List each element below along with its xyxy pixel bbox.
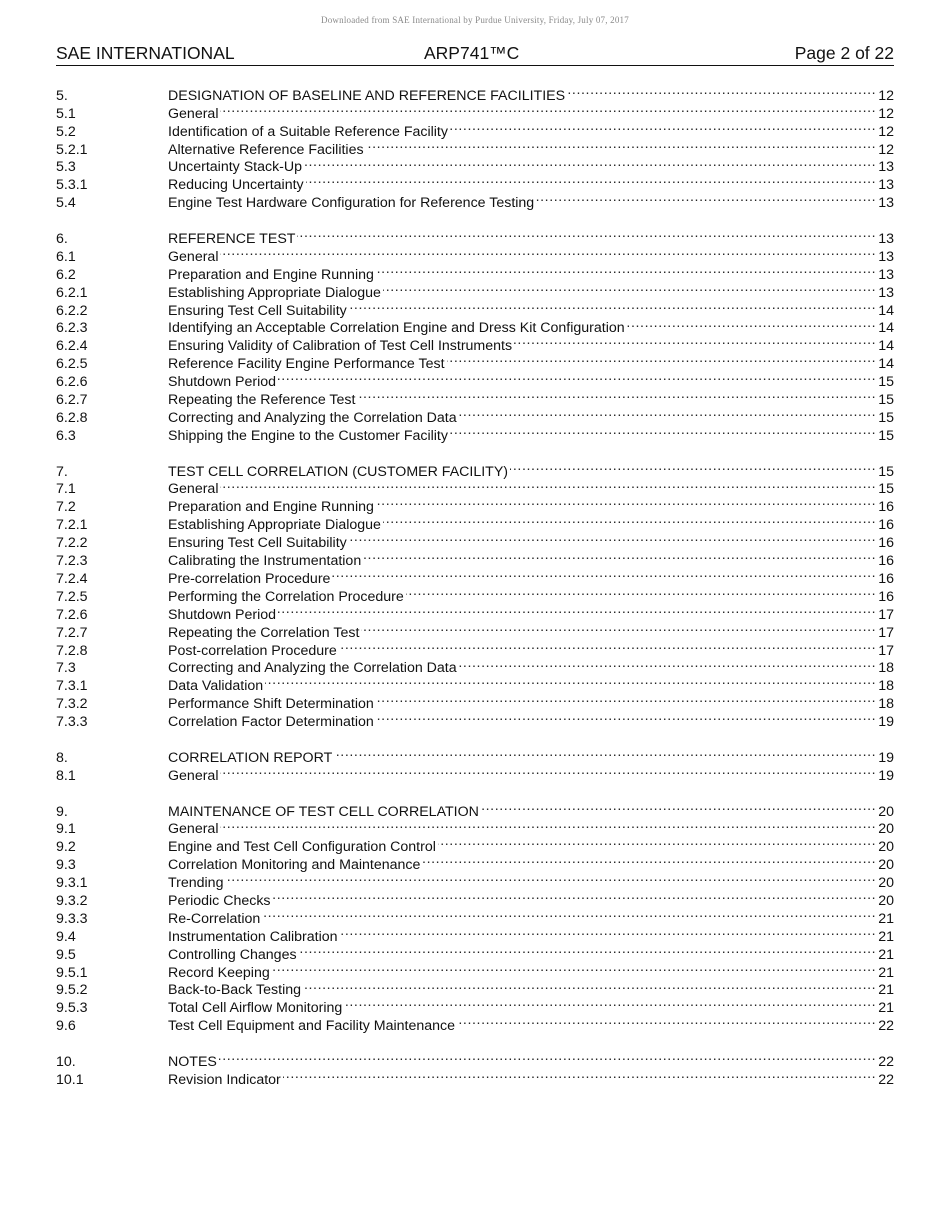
toc-entry-number: 7.3 bbox=[56, 660, 76, 677]
toc-entry-page: 17 bbox=[878, 606, 894, 623]
toc-entry-page: 20 bbox=[878, 875, 894, 892]
toc-entry-number: 5.3 bbox=[56, 159, 76, 176]
toc-entry-number: 7.2.8 bbox=[56, 642, 88, 659]
toc-entry-title: Establishing Appropriate Dialogue bbox=[168, 517, 381, 534]
toc-entry-title: General bbox=[168, 105, 219, 122]
toc-entry-page: 18 bbox=[878, 696, 894, 713]
toc-entry-number: 6.2.8 bbox=[56, 409, 88, 426]
header-organization: SAE INTERNATIONAL bbox=[56, 43, 235, 63]
toc-entry-title: Pre-correlation Procedure bbox=[168, 570, 331, 587]
toc-dot-leader bbox=[262, 905, 876, 923]
toc-dot-leader bbox=[332, 565, 876, 583]
toc-entry-number: 6.2.5 bbox=[56, 356, 88, 373]
toc-entry-number: 7.2.6 bbox=[56, 606, 88, 623]
toc-entry-page: 13 bbox=[878, 177, 894, 194]
toc-entry-number: 7.2 bbox=[56, 499, 76, 516]
toc-entry-page: 20 bbox=[878, 892, 894, 909]
toc-entry-number: 9.4 bbox=[56, 928, 76, 945]
toc-dot-leader bbox=[366, 136, 877, 154]
toc-dot-leader bbox=[299, 941, 877, 959]
toc-entry-number: 9.5.2 bbox=[56, 982, 88, 999]
toc-dot-leader bbox=[383, 511, 876, 529]
toc-entry-page: 15 bbox=[878, 409, 894, 426]
toc-entry-number: 9.3 bbox=[56, 857, 76, 874]
toc-entry-page: 15 bbox=[878, 374, 894, 391]
toc-entry-number: 9. bbox=[56, 803, 68, 820]
toc-dot-leader bbox=[361, 619, 876, 637]
toc-entry-title: Shutdown Period bbox=[168, 606, 277, 623]
toc-dot-leader bbox=[220, 243, 876, 261]
toc-entry-title: Preparation and Engine Running bbox=[168, 499, 374, 516]
toc-dot-leader bbox=[450, 118, 876, 136]
toc-dot-leader bbox=[220, 762, 876, 780]
toc-entry-title: Reducing Uncertainty bbox=[168, 177, 304, 194]
toc-entry-title: Total Cell Airflow Monitoring bbox=[168, 1000, 343, 1017]
toc-entry-title: NOTES bbox=[168, 1053, 217, 1070]
toc-dot-leader bbox=[283, 1066, 876, 1084]
toc-entry-title: Repeating the Reference Test bbox=[168, 392, 356, 409]
header-page-number: Page 2 of 22 bbox=[794, 43, 894, 63]
toc-entry-title: General bbox=[168, 481, 219, 498]
toc-entry-title: Post-correlation Procedure bbox=[168, 642, 337, 659]
toc-entry-number: 7.2.3 bbox=[56, 553, 88, 570]
toc-dot-leader bbox=[349, 297, 876, 315]
toc-dot-leader bbox=[340, 923, 877, 941]
table-of-contents bbox=[56, 82, 894, 1102]
toc-entry-page: 16 bbox=[878, 517, 894, 534]
toc-entry-number: 9.3.2 bbox=[56, 892, 88, 909]
toc-entry-title: General bbox=[168, 767, 219, 784]
toc-entry-number: 7.2.5 bbox=[56, 588, 88, 605]
toc-entry-number: 6.2.7 bbox=[56, 392, 88, 409]
toc-dot-leader bbox=[303, 977, 876, 995]
toc-dot-leader bbox=[383, 279, 876, 297]
toc-entry-page: 18 bbox=[878, 660, 894, 677]
toc-dot-leader bbox=[219, 1048, 876, 1066]
toc-entry-number: 5.2 bbox=[56, 123, 76, 140]
toc-entry-title: Engine Test Hardware Configuration for Reference Testing bbox=[168, 195, 535, 212]
toc-entry-page: 21 bbox=[878, 964, 894, 981]
toc-entry-page: 12 bbox=[878, 123, 894, 140]
toc-entry-title: Correlation Monitoring and Maintenance bbox=[168, 857, 421, 874]
toc-entry-title: Identification of a Suitable Reference Facility bbox=[168, 123, 448, 140]
toc-dot-leader bbox=[278, 601, 876, 619]
toc-entry-title: Correcting and Analyzing the Correlation Data bbox=[168, 660, 457, 677]
toc-entry[interactable] bbox=[56, 225, 894, 248]
toc-entry-number: 10. bbox=[56, 1053, 76, 1070]
toc-entry-number: 6. bbox=[56, 231, 68, 248]
toc-entry-title: Performing the Correlation Procedure bbox=[168, 588, 404, 605]
download-watermark: Downloaded from SAE International by Purdue University, Friday, July 07, 2017 bbox=[321, 15, 629, 25]
toc-dot-leader bbox=[627, 315, 877, 333]
toc-entry-number: 8. bbox=[56, 749, 68, 766]
toc-entry-number: 7.3.1 bbox=[56, 678, 88, 695]
toc-entry-page: 16 bbox=[878, 499, 894, 516]
toc-entry-title: General bbox=[168, 248, 219, 265]
toc-dot-leader bbox=[349, 529, 876, 547]
toc-entry-number: 6.2.3 bbox=[56, 320, 88, 337]
toc-entry[interactable] bbox=[56, 458, 894, 480]
toc-entry-page: 21 bbox=[878, 910, 894, 927]
toc-entry-title: Correcting and Analyzing the Correlation Data bbox=[168, 409, 457, 426]
toc-dot-leader bbox=[481, 798, 876, 816]
toc-entry[interactable] bbox=[56, 798, 894, 820]
toc-entry-page: 13 bbox=[878, 231, 894, 248]
toc-entry-page: 19 bbox=[878, 749, 894, 766]
toc-dot-leader bbox=[567, 82, 876, 100]
toc-entry-title: MAINTENANCE OF TEST CELL CORRELATION bbox=[168, 803, 479, 820]
toc-dot-leader bbox=[536, 189, 876, 207]
toc-entry-page: 21 bbox=[878, 928, 894, 945]
toc-entry-number: 8.1 bbox=[56, 767, 76, 784]
toc-entry-number: 6.2.2 bbox=[56, 302, 88, 319]
toc-entry-page: 13 bbox=[878, 248, 894, 265]
toc-entry-number: 7. bbox=[56, 463, 68, 480]
toc-entry-title: Trending bbox=[168, 875, 224, 892]
toc-entry-title: Controlling Changes bbox=[168, 946, 297, 963]
toc-entry-number: 7.2.7 bbox=[56, 624, 88, 641]
toc-entry-number: 5. bbox=[56, 87, 68, 104]
toc-entry[interactable] bbox=[56, 744, 894, 766]
toc-entry-page: 13 bbox=[878, 195, 894, 212]
toc-entry-page: 15 bbox=[878, 392, 894, 409]
toc-entry-title: Data Validation bbox=[168, 678, 264, 695]
toc-entry-number: 9.3.1 bbox=[56, 875, 88, 892]
toc-entry-page: 17 bbox=[878, 642, 894, 659]
toc-dot-leader bbox=[272, 959, 876, 977]
toc-dot-leader bbox=[339, 637, 876, 655]
toc-dot-leader bbox=[438, 833, 876, 851]
toc-dot-leader bbox=[376, 690, 876, 708]
toc-entry-page: 21 bbox=[878, 946, 894, 963]
toc-entry-page: 20 bbox=[878, 821, 894, 838]
toc-entry-page: 15 bbox=[878, 427, 894, 444]
toc-entry-page: 19 bbox=[878, 767, 894, 784]
toc-entry-number: 9.6 bbox=[56, 1018, 76, 1035]
toc-entry-page: 18 bbox=[878, 678, 894, 695]
toc-entry-title: Re-Correlation bbox=[168, 910, 261, 927]
toc-entry-page: 12 bbox=[878, 87, 894, 104]
toc-dot-leader bbox=[297, 225, 876, 243]
toc-entry-title: Periodic Checks bbox=[168, 892, 271, 909]
page-header bbox=[56, 43, 894, 66]
toc-section bbox=[56, 225, 894, 444]
toc-entry-title: REFERENCE TEST bbox=[168, 231, 296, 248]
toc-entry-number: 6.2 bbox=[56, 266, 76, 283]
toc-entry-number: 5.3.1 bbox=[56, 177, 88, 194]
toc-entry-number: 6.1 bbox=[56, 248, 76, 265]
toc-entry-page: 19 bbox=[878, 714, 894, 731]
header-document-number: ARP741™C bbox=[424, 43, 520, 63]
toc-entry-number: 9.3.3 bbox=[56, 910, 88, 927]
toc-entry-page: 20 bbox=[878, 839, 894, 856]
toc-entry-page: 13 bbox=[878, 284, 894, 301]
toc-dot-leader bbox=[220, 816, 876, 834]
toc-entry-title: Repeating the Correlation Test bbox=[168, 624, 360, 641]
toc-dot-leader bbox=[220, 100, 876, 118]
toc-entry-number: 9.5.3 bbox=[56, 1000, 88, 1017]
toc-entry-number: 7.3.3 bbox=[56, 714, 88, 731]
toc-section bbox=[56, 744, 894, 784]
toc-dot-leader bbox=[514, 332, 876, 350]
toc-entry-title: Reference Facility Engine Performance Test bbox=[168, 356, 445, 373]
toc-dot-leader bbox=[376, 493, 876, 511]
toc-entry-page: 22 bbox=[878, 1018, 894, 1035]
toc-entry-number: 9.1 bbox=[56, 821, 76, 838]
toc-entry-title: General bbox=[168, 821, 219, 838]
toc-dot-leader bbox=[225, 869, 876, 887]
toc-entry-title: Alternative Reference Facilities bbox=[168, 141, 364, 158]
toc-section bbox=[56, 798, 894, 1035]
toc-entry-page: 22 bbox=[878, 1053, 894, 1070]
toc-entry-title: Correlation Factor Determination bbox=[168, 714, 374, 731]
toc-dot-leader bbox=[357, 386, 876, 404]
toc-dot-leader bbox=[376, 708, 876, 726]
toc-entry-number: 7.3.2 bbox=[56, 696, 88, 713]
toc-entry-number: 7.2.1 bbox=[56, 517, 88, 534]
toc-entry-page: 14 bbox=[878, 356, 894, 373]
toc-entry-title: Uncertainty Stack-Up bbox=[168, 159, 303, 176]
toc-entry-number: 6.2.1 bbox=[56, 284, 88, 301]
toc-entry[interactable] bbox=[56, 1048, 894, 1070]
toc-entry-page: 13 bbox=[878, 159, 894, 176]
toc-entry-title: Ensuring Test Cell Suitability bbox=[168, 302, 347, 319]
toc-dot-leader bbox=[334, 744, 876, 762]
toc-entry-number: 5.1 bbox=[56, 105, 76, 122]
toc-entry-number: 7.2.2 bbox=[56, 535, 88, 552]
toc-entry-title: Identifying an Acceptable Correlation Engine and Dress Kit Configuration bbox=[168, 320, 625, 337]
toc-dot-leader bbox=[376, 261, 876, 279]
toc-entry-title: Performance Shift Determination bbox=[168, 696, 374, 713]
toc-entry-title: Shipping the Engine to the Customer Facility bbox=[168, 427, 448, 444]
toc-entry-page: 13 bbox=[878, 266, 894, 283]
toc-dot-leader bbox=[306, 171, 877, 189]
toc-entry-page: 16 bbox=[878, 570, 894, 587]
toc-dot-leader bbox=[457, 1012, 876, 1030]
toc-entry-number: 5.4 bbox=[56, 195, 76, 212]
toc-dot-leader bbox=[510, 458, 876, 476]
toc-dot-leader bbox=[447, 350, 877, 368]
toc-entry-title: CORRELATION REPORT bbox=[168, 749, 333, 766]
toc-entry-title: Calibrating the Instrumentation bbox=[168, 553, 362, 570]
toc-entry-number: 7.2.4 bbox=[56, 570, 88, 587]
toc-entry-page: 16 bbox=[878, 588, 894, 605]
toc-entry[interactable] bbox=[56, 82, 894, 104]
toc-entry-page: 21 bbox=[878, 982, 894, 999]
toc-dot-leader bbox=[450, 422, 876, 440]
toc-entry-number: 7.1 bbox=[56, 481, 76, 498]
toc-entry-number: 5.2.1 bbox=[56, 141, 88, 158]
toc-dot-leader bbox=[459, 404, 877, 422]
toc-dot-leader bbox=[363, 547, 876, 565]
toc-entry-title: Back-to-Back Testing bbox=[168, 982, 301, 999]
toc-entry-title: Engine and Test Cell Configuration Control bbox=[168, 839, 436, 856]
toc-entry-number: 9.5 bbox=[56, 946, 76, 963]
toc-entry-page: 20 bbox=[878, 803, 894, 820]
toc-section bbox=[56, 1048, 894, 1088]
toc-dot-leader bbox=[265, 672, 876, 690]
toc-entry-title: Test Cell Equipment and Facility Maintenance bbox=[168, 1018, 456, 1035]
toc-entry-page: 22 bbox=[878, 1071, 894, 1088]
toc-entry-title: Shutdown Period bbox=[168, 374, 277, 391]
toc-entry-number: 9.5.1 bbox=[56, 964, 88, 981]
toc-entry-page: 12 bbox=[878, 141, 894, 158]
toc-entry-page: 15 bbox=[878, 463, 894, 480]
toc-entry-page: 20 bbox=[878, 857, 894, 874]
toc-entry-page: 16 bbox=[878, 553, 894, 570]
toc-dot-leader bbox=[344, 994, 876, 1012]
toc-entry-title: Instrumentation Calibration bbox=[168, 928, 338, 945]
toc-entry-title: DESIGNATION OF BASELINE AND REFERENCE FACILITIES bbox=[168, 87, 566, 104]
toc-dot-leader bbox=[304, 154, 876, 172]
toc-dot-leader bbox=[459, 655, 877, 673]
toc-entry-page: 16 bbox=[878, 535, 894, 552]
toc-dot-leader bbox=[273, 887, 877, 905]
toc-entry-number: 6.2.6 bbox=[56, 374, 88, 391]
toc-dot-leader bbox=[406, 583, 876, 601]
toc-entry-page: 14 bbox=[878, 320, 894, 337]
toc-entry-page: 14 bbox=[878, 338, 894, 355]
toc-section bbox=[56, 458, 894, 731]
toc-dot-leader bbox=[220, 476, 876, 494]
toc-entry-page: 17 bbox=[878, 624, 894, 641]
toc-entry-title: Preparation and Engine Running bbox=[168, 266, 374, 283]
toc-entry-number: 6.2.4 bbox=[56, 338, 88, 355]
toc-entry-title: Ensuring Test Cell Suitability bbox=[168, 535, 347, 552]
toc-dot-leader bbox=[278, 368, 876, 386]
toc-section bbox=[56, 82, 894, 212]
toc-entry-title: Revision Indicator bbox=[168, 1071, 281, 1088]
toc-entry-title: TEST CELL CORRELATION (CUSTOMER FACILITY) bbox=[168, 463, 509, 480]
toc-entry-number: 6.3 bbox=[56, 427, 76, 444]
toc-entry-page: 12 bbox=[878, 105, 894, 122]
toc-entry-number: 9.2 bbox=[56, 839, 76, 856]
toc-entry-page: 15 bbox=[878, 481, 894, 498]
toc-entry-page: 21 bbox=[878, 1000, 894, 1017]
toc-dot-leader bbox=[422, 851, 876, 869]
toc-entry-title: Ensuring Validity of Calibration of Test Cell Instruments bbox=[168, 338, 513, 355]
toc-entry-number: 10.1 bbox=[56, 1071, 84, 1088]
toc-entry-page: 14 bbox=[878, 302, 894, 319]
toc-entry-title: Establishing Appropriate Dialogue bbox=[168, 284, 381, 301]
toc-entry-title: Record Keeping bbox=[168, 964, 270, 981]
